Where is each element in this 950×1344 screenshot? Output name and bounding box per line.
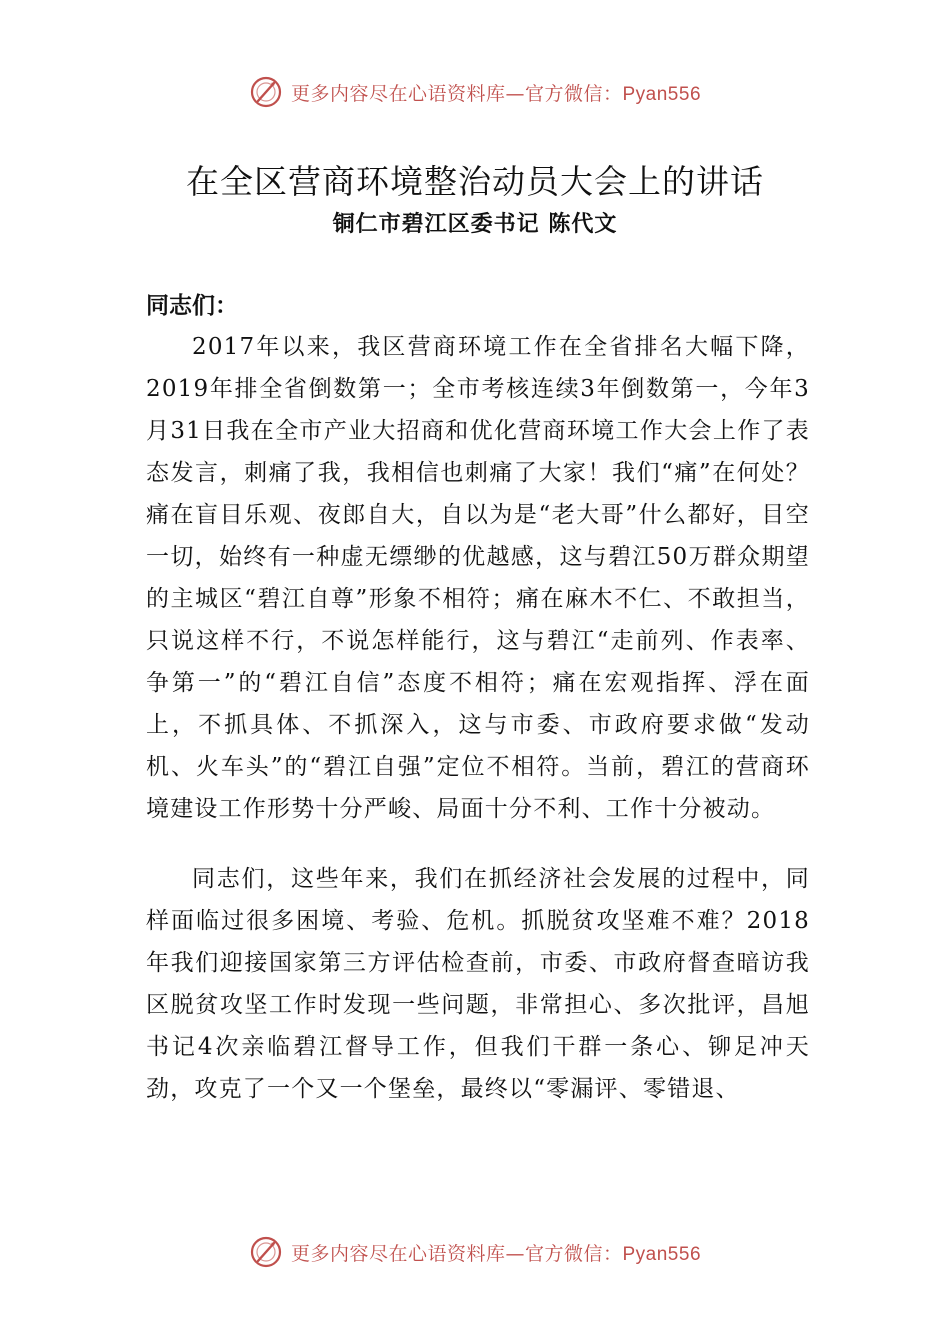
watermark-label: 官方微信：: [524, 1242, 623, 1265]
watermark-separator: —: [505, 82, 525, 105]
paragraph-1: 2017年以来，我区营商环境工作在全省排名大幅下降，2019年排全省倒数第一；全市考核连续3年倒数第一，今年3月31日我在全市产业大招商和优化营商环境工作大会上作了表态发言，刺痛了我，我相信也刺痛了大家！我们“痛”在何处？痛在盲目乐观、夜郎自大，自以为是“老大哥”什么都好，目空一切，始终有一种虚无缥缈的优越感，这与碧江50万群众期望的主城区“碧江自尊”形象不相符；痛在麻木不仁、不敢担当，只说这样不行，不说怎样能行，这与碧江“走前列、作表率、争第一”的“碧江自信”态度不相符；痛在宏观指挥、浮在面上，不抓具体、不抓深入，这与市委、市政府要求做“发动机、火车头”的“碧江自强”定位不相符。当前，碧江的营商环境建设工作形势十分严峻、局面十分不利、工作十分被动。: [146, 334, 810, 822]
watermark-separator: —: [505, 1242, 525, 1265]
watermark-text: [291, 1239, 701, 1266]
salutation: 同志们：: [146, 292, 238, 319]
brand-logo-icon: [249, 75, 283, 109]
document-title: 在全区营商环境整治动员大会上的讲话: [186, 162, 764, 201]
brand-logo-icon: [249, 1235, 283, 1269]
watermark-brand: 更多内容尽在心语资料库: [290, 82, 506, 105]
watermark-wechat-id: Pyan556: [622, 83, 702, 105]
document-author: 铜仁市碧江区委书记 陈代文: [332, 211, 618, 237]
watermark-footer: [0, 1232, 950, 1272]
watermark-header: [0, 72, 950, 112]
watermark-wechat-id: Pyan556: [622, 1243, 702, 1265]
watermark-label: 官方微信：: [524, 82, 623, 105]
paragraph-2: 同志们，这些年来，我们在抓经济社会发展的过程中，同样面临过很多困境、考验、危机。抓脱贫攻坚难不难？2018年我们迎接国家第三方评估检查前，市委、市政府督查暗访我区脱贫攻坚工作时发现一些问题，非常担心、多次批评，昌旭书记4次亲临碧江督导工作，但我们干群一条心、铆足冲天劲，攻克了一个又一个堡垒，最终以“零漏评、零错退、: [146, 866, 810, 1102]
watermark-text: [291, 79, 701, 106]
watermark-brand: 更多内容尽在心语资料库: [290, 1242, 506, 1265]
